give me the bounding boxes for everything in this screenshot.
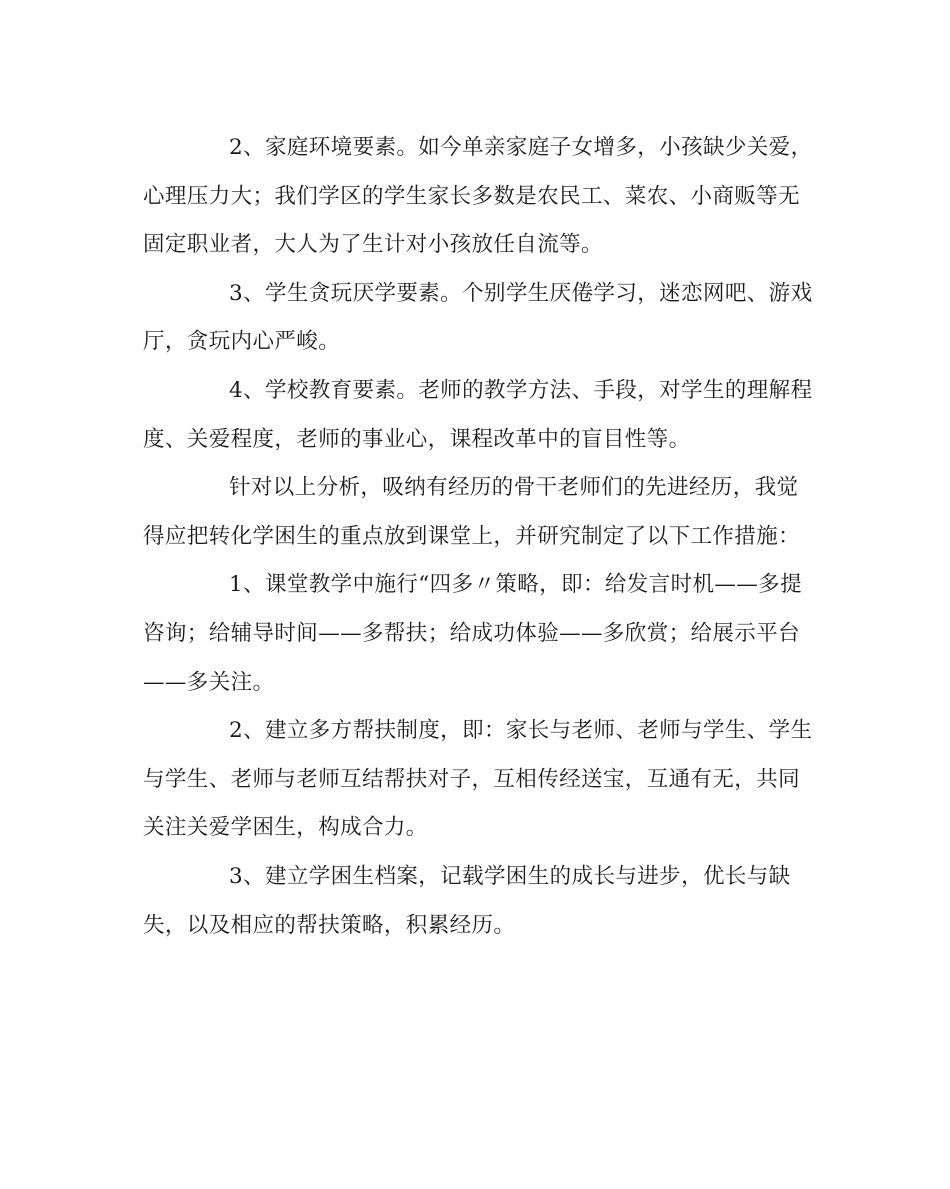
paragraph-measure-student-records [143, 853, 807, 950]
paragraph-line: 针对以上分析，吸纳有经历的骨干老师们的先进经历，我觉 [229, 475, 799, 501]
paragraph-line: ——多关注。 [143, 669, 275, 695]
paragraph-line: 关注关爱学困生，构成合力。 [143, 815, 428, 841]
paragraph-line: 固定职业者，大人为了生计对小孩放任自流等。 [143, 232, 603, 258]
paragraph-student-factors [143, 270, 813, 367]
paragraph-line: 失，以及相应的帮扶策略，积累经历。 [143, 912, 516, 938]
paragraph-measure-support-system [143, 707, 813, 853]
paragraph-line: 1、课堂教学中施行“四多〃策略，即：给发言时机——多提 [229, 572, 802, 598]
paragraph-school-factors [143, 367, 813, 464]
paragraph-measure-four-more [143, 561, 807, 707]
paragraph-line: 得应把转化学困生的重点放到课堂上，并研究制定了以下工作措施： [143, 523, 801, 549]
paragraph-line: 心理压力大；我们学区的学生家长多数是农民工、菜农、小商贩等无 [143, 183, 801, 209]
paragraph-family-factors [143, 124, 813, 270]
paragraph-line: 2、建立多方帮扶制度，即：家长与老师、老师与学生、学生 [229, 718, 813, 744]
paragraph-line: 咨询；给辅导时间——多帮扶；给成功体验——多欣赏；给展示平台 [143, 620, 801, 646]
paragraph-line: 3、学生贪玩厌学要素。个别学生厌倦学习，迷恋网吧、游戏 [229, 280, 813, 306]
paragraph-line: 与学生、老师与老师互结帮扶对子，互相传经送宝，互通有无，共同 [143, 766, 801, 792]
paragraph-line: 2、家庭环境要素。如今单亲家庭子女增多，小孩缺少关爱， [229, 135, 813, 160]
paragraph-line: 厅，贪玩内心严峻。 [143, 329, 341, 355]
paragraph-line: 3、建立学困生档案，记载学困生的成长与进步，优长与缺 [229, 863, 791, 889]
paragraph-analysis-summary [143, 464, 807, 561]
document-body [143, 124, 813, 950]
paragraph-line: 4、学校教育要素。老师的教学方法、手段，对学生的理解程 [229, 377, 813, 403]
paragraph-line: 度、关爱程度，老师的事业心，课程改革中的盲目性等。 [143, 426, 691, 452]
